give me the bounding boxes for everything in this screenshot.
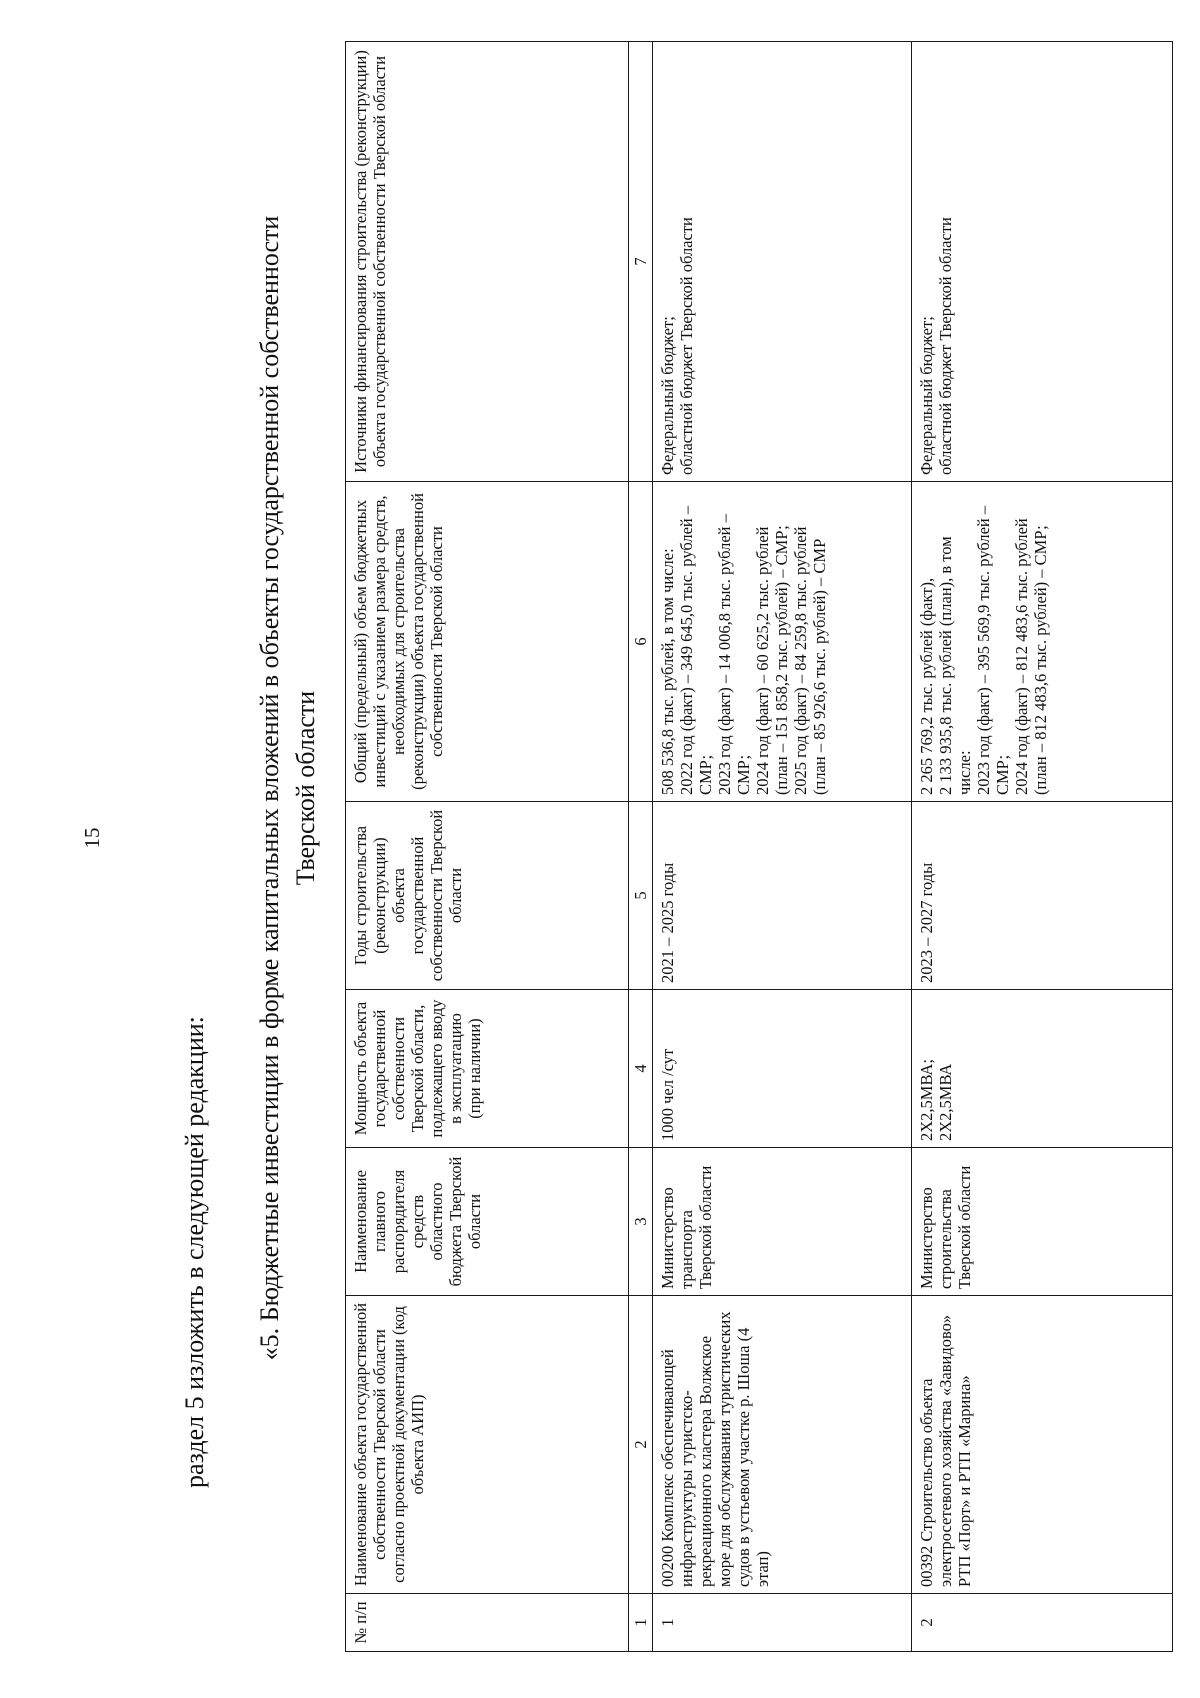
header-sources: Источники финансирования строительства (реконструкции) объекта государственной собственности Тверской области [346,42,629,482]
row-number: 1 [653,1594,912,1652]
section-title-line1: «5. Бюджетные инвестиции в форме капитальных вложений в объекты государственной собственности [255,215,284,1361]
administrator: Министерство строительства Тверской области [912,1148,1173,1296]
column-number: 7 [629,42,653,482]
capacity: 2Х2,5МВА; 2Х2,5МВА [912,990,1173,1148]
column-number: 6 [629,482,653,802]
column-number: 1 [629,1594,653,1652]
construction-years: 2023 – 2027 годы [912,802,1173,990]
column-number: 4 [629,990,653,1148]
construction-years: 2021 – 2025 годы [653,802,912,990]
column-number: 3 [629,1148,653,1296]
header-capacity: Мощность объекта государственной собственности Тверской области, подлежащего вводу в эксплуатацию (при наличии) [346,990,629,1148]
financing-sources: Федеральный бюджет; областной бюджет Тверской области [912,42,1173,482]
header-administrator: Наименование главного распорядителя средств областного бюджета Тверской области [346,1148,629,1296]
column-number: 2 [629,1296,653,1594]
object-name: 00200 Комплекс обеспечивающей инфраструктуры туристско-рекреационного кластера Волжское море для обслуживания туристических судов в устьевом участке р. Шоша (4 этап) [653,1296,912,1594]
intro-text: раздел 5 изложить в следующей редакции: [180,1016,209,1488]
administrator: Министерство транспорта Тверской области [653,1148,912,1296]
section-title [252,28,324,1548]
header-num: № п/п [346,1594,629,1652]
investment-table [345,41,1173,1652]
table-row [912,42,1173,1652]
column-number-row [629,42,653,1652]
header-volume: Общий (предельный) объем бюджетных инвестиций с указанием размера средств, необходимых для строительства (реконструкции) объекта государственной собственности Тверской области [346,482,629,802]
header-object-name: Наименование объекта государственной собственности Тверской области согласно проектной документации (код объекта АИП) [346,1296,629,1594]
table-row [653,42,912,1652]
object-name: 00392 Строительство объекта электросетевого хозяйства «Завидово» РТП «Порт» и РТП «Марина» [912,1296,1173,1594]
capacity: 1000 чел /сут [653,990,912,1148]
header-row [346,42,629,1652]
financing-sources: Федеральный бюджет; областной бюджет Тверской области [653,42,912,482]
header-years: Годы строительства (реконструкции) объекта государственной собственности Тверской области [346,802,629,990]
page-number: 15 [80,827,104,849]
section-title-line2: Тверской области [291,690,320,886]
row-number: 2 [912,1594,1173,1652]
investment-volume: 2 265 769,2 тыс. рублей (факт), 2 133 935,8 тыс. рублей (план), в том числе: 2023 год (факт) – 395 569,9 тыс. рублей – СМР; 2024 год (факт) – 812 483,6 тыс. рублей (план – 812 483,6 тыс. рублей) – СМР; [912,482,1173,802]
investment-volume: 508 536,8 тыс. рублей, в том числе: 2022 год (факт) – 349 645,0 тыс. рублей – СМР; 2023 год (факт) – 14 006,8 тыс. рублей – СМР; 2024 год (факт) – 60 625,2 тыс. рублей (план – 151 858,2 тыс. рублей) – СМР; 2025 год (факт) – 84 259,8 тыс. рублей (план – 85 926,6 тыс. рублей) – СМР [653,482,912,802]
column-number: 5 [629,802,653,990]
